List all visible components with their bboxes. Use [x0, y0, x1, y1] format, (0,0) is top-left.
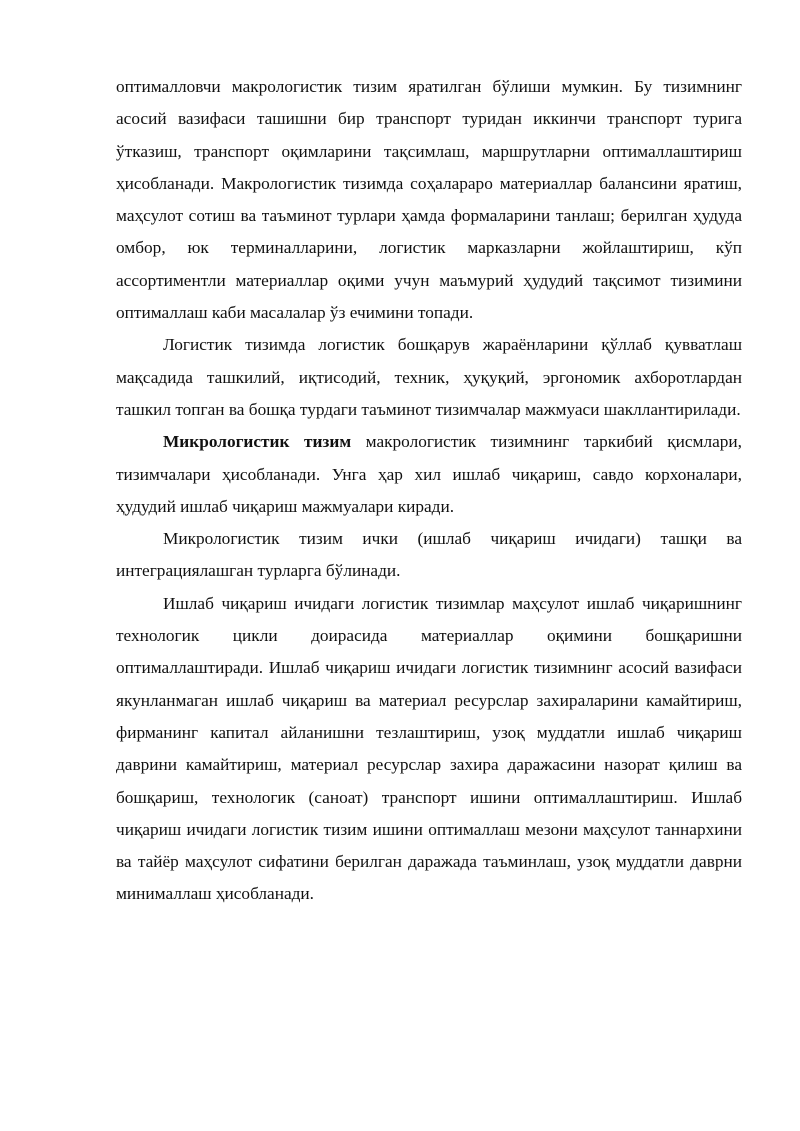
paragraph-macrologistic-continuation [116, 71, 742, 329]
bold-term: Микрологистик тизим [163, 432, 352, 452]
paragraph-text: макрологистик тизимнинг таркибий қисмлари, тизимчалари ҳисобланади. Унга ҳар хил ишлаб чиқариш, савдо корхоналари, ҳудудий ишлаб чиқариш мажмуалари киради. [116, 432, 742, 516]
paragraph-text: Ишлаб чиқариш ичидаги логистик тизимлар маҳсулот ишлаб чиқаришнинг технологик цикли доирасида материаллар оқимини бошқаришни оптималлаштиради. Ишлаб чиқариш ичидаги логистик тизимнинг асосий вазифаси якунланмаган ишлаб чиқариш ва материал ресурслар захираларини камайтириш, фирманинг капитал айланишни тезлаштириш, узоқ муддатли ишлаб чиқариш даврини камайтириш, материал ресурслар захира даражасини назорат қилиш ва бошқариш, технологик (саноат) транспорт ишини оптималлаштириш. Ишлаб чиқариш ичидаги логистик тизим ишини оптималлаш мезони маҳсулот таннархини ва тайёр маҳсулот сифатини берилган даражада таъминлаш, узоқ муддатли даврни минималлаш ҳисобланади. [116, 593, 742, 904]
paragraph-text: оптималловчи макрологистик тизим яратилган бўлиши мумкин. Бу тизимнинг асосий вазифаси ташишни бир транспорт туридан иккинчи транспорт турига ўтказиш, транспорт оқимларини тақсимлаш, маршрутларни оптималлаштириш ҳисобланади. Макрологистик тизимда соҳалараро материаллар балансини яратиш, маҳсулот сотиш ва таъминот турлари ҳамда формаларини танлаш; берилган ҳудуда омбор, юк терминалларини, логистик марказларни жойлаштириш, кўп ассортиментли материаллар оқими учун маъмурий ҳудудий тақсимот тизимини оптималлаш каби масалалар ўз ечимини топади. [116, 77, 742, 323]
paragraph-text: Логистик тизимда логистик бошқарув жараёнларини қўллаб қувватлаш мақсадида ташкилий, иқтисодий, техник, ҳуқуқий, эргономик ахборотлардан ташкил топган ва бошқа турдаги таъминот тизимчалар мажмуаси шакллантирилади. [116, 335, 742, 419]
paragraph-support-subsystems [116, 329, 742, 426]
paragraph-intraproduction-systems [116, 588, 742, 911]
paragraph-text: Микрологистик тизим ички (ишлаб чиқариш ичидаги) ташқи ва интеграциялашган турларга бўлинади. [116, 529, 742, 581]
paragraph-micrologistic-definition [116, 426, 742, 523]
paragraph-micrologistic-types [116, 523, 742, 588]
document-page [116, 71, 742, 911]
